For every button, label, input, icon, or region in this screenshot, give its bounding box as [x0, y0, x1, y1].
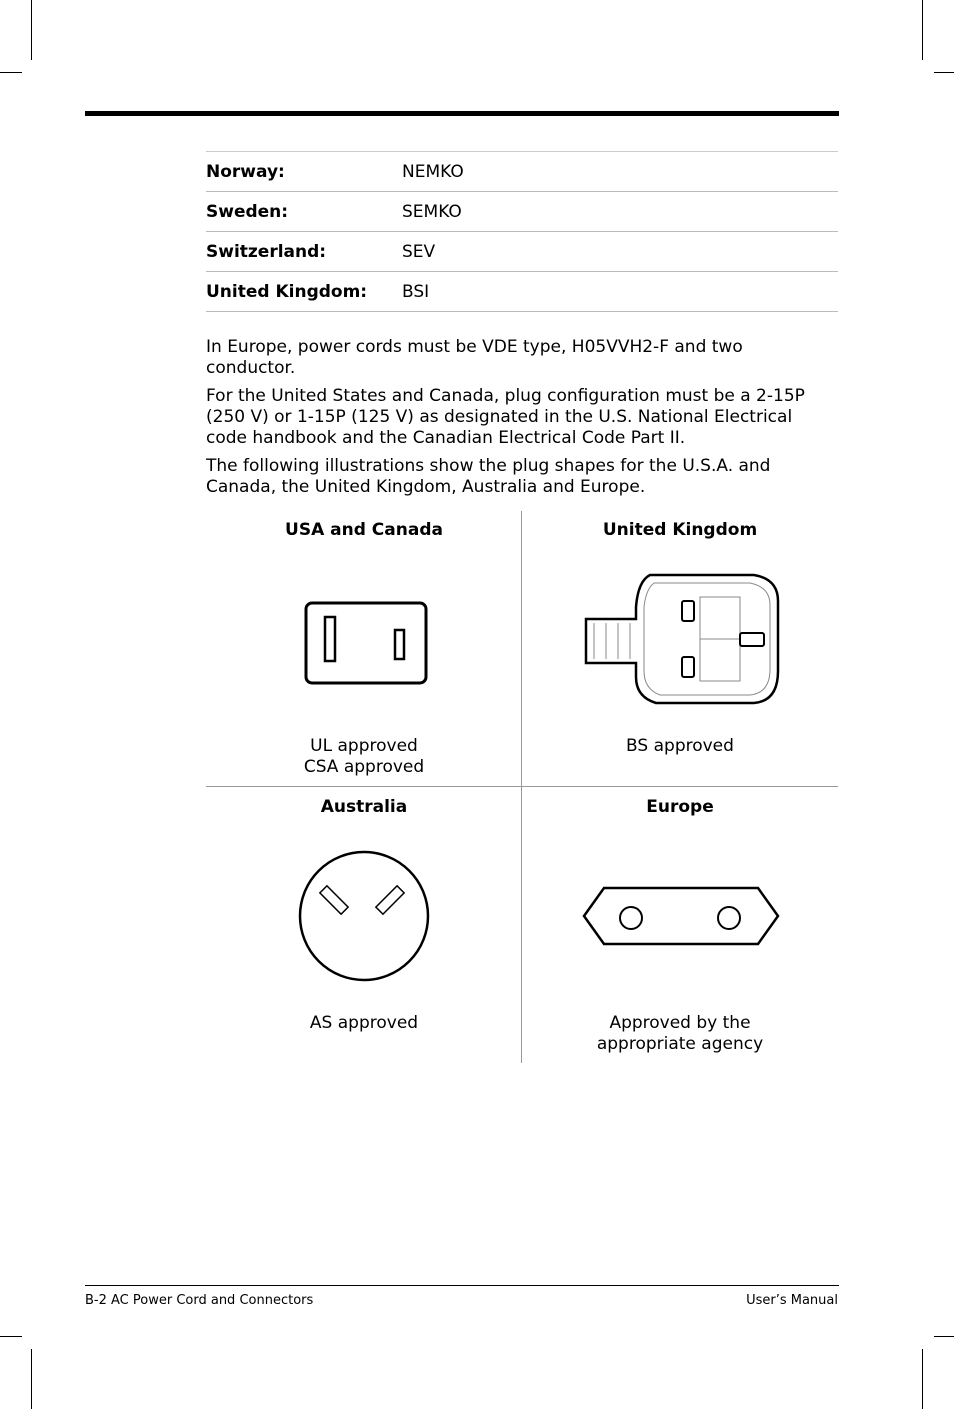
- europe-plug-title: Europe: [646, 797, 714, 817]
- usa-approval: [206, 736, 522, 778]
- uk-plug-icon: [584, 571, 780, 707]
- europe-approval: [522, 1013, 838, 1055]
- table-row: [206, 152, 838, 192]
- usa-approval-line1: UL approved: [310, 736, 418, 756]
- table-row: [206, 192, 838, 232]
- country-label: United Kingdom:: [206, 281, 368, 302]
- agency-name: SEMKO: [402, 201, 462, 222]
- paragraph-usa-canada: For the United States and Canada, plug configuration must be a 2-15P (250 V) or 1-15P (125 V) as designated in the U.S. National Electrical code handbook and the Canadian Electrical Code Part II.: [206, 386, 805, 448]
- footer-manual-title: User’s Manual: [746, 1293, 838, 1308]
- uk-plug-title: United Kingdom: [602, 520, 758, 540]
- crop-mark: [0, 72, 22, 73]
- uk-approval: [522, 736, 838, 757]
- agency-name: SEV: [402, 241, 436, 262]
- crop-mark: [31, 1349, 32, 1409]
- country-label: Switzerland:: [206, 241, 327, 262]
- country-label: Norway:: [206, 161, 285, 182]
- usa-plug-title: USA and Canada: [285, 520, 443, 540]
- usa-plug-icon: [304, 601, 428, 685]
- europe-approval-line1: Approved by the: [609, 1013, 751, 1033]
- footer-rule: [85, 1285, 839, 1286]
- uk-approval-line1: BS approved: [626, 736, 734, 756]
- header-rule: [85, 111, 839, 116]
- footer-chapter: B-2 AC Power Cord and Connectors: [85, 1293, 314, 1308]
- crop-mark: [922, 0, 923, 60]
- europe-plug-icon: [582, 886, 780, 946]
- crop-mark: [0, 1336, 22, 1337]
- table-row: [206, 272, 838, 312]
- paragraph-vde: In Europe, power cords must be VDE type, H05VVH2-F and two conductor.: [206, 337, 743, 378]
- country-label: Sweden:: [206, 201, 289, 222]
- table-row: [206, 232, 838, 272]
- australia-approval-line1: AS approved: [309, 1013, 419, 1033]
- crop-mark: [922, 1349, 923, 1409]
- plug-grid: [206, 511, 838, 1063]
- crop-mark: [934, 1336, 954, 1337]
- grid-divider: [206, 786, 838, 787]
- agency-name: NEMKO: [402, 161, 464, 182]
- crop-mark: [31, 0, 32, 60]
- agency-name: BSI: [402, 281, 430, 302]
- paragraph-illustrations: The following illustrations show the plug shapes for the U.S.A. and Canada, the United Kingdom, Australia and Europe.: [206, 456, 771, 497]
- grid-divider: [521, 511, 522, 1063]
- australia-approval: [206, 1013, 522, 1034]
- australia-plug-title: Australia: [320, 797, 408, 817]
- australia-plug-icon: [298, 850, 430, 982]
- usa-approval-line2: CSA approved: [303, 757, 425, 777]
- crop-mark: [934, 72, 954, 73]
- agency-table: [206, 151, 838, 312]
- europe-approval-line2: appropriate agency: [596, 1034, 764, 1054]
